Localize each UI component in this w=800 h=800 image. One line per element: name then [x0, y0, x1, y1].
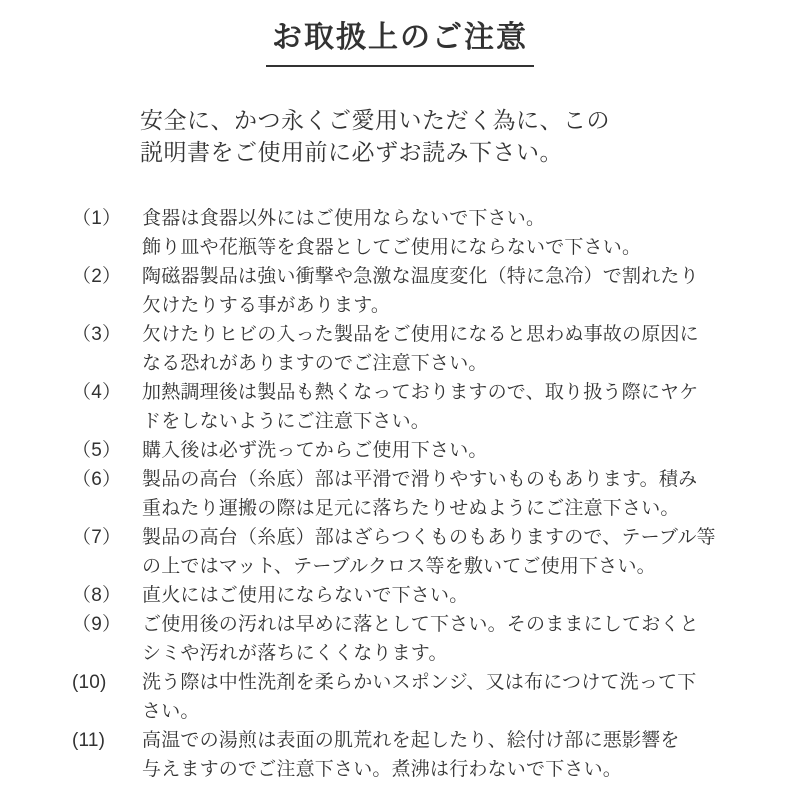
precaution-item: [0, 320, 800, 378]
precaution-item: [0, 262, 800, 320]
item-text-line: 飾り皿や花瓶等を食器としてご使用にならないで下さい。: [142, 237, 642, 258]
precaution-item: [0, 204, 800, 262]
item-text-line: 洗う際は中性洗剤を柔らかいスポンジ、又は布につけて洗って下: [142, 672, 697, 693]
precaution-item: [0, 668, 800, 726]
item-number: （7）: [72, 527, 122, 548]
item-text-line: 購入後は必ず洗ってからご使用下さい。: [142, 440, 488, 461]
item-text: [142, 668, 727, 726]
item-text-line: シミや汚れが落ちにくくなります。: [142, 643, 448, 664]
item-text: [142, 204, 727, 262]
item-text-line: 与えますのでご注意下さい。煮沸は行わないで下さい。: [142, 759, 623, 780]
item-text: [142, 262, 727, 320]
item-number: （5）: [72, 440, 122, 461]
item-text-line: 加熱調理後は製品も熱くなっておりますので、取り扱う際にヤケ: [142, 382, 699, 403]
item-text-line: 欠けたりヒビの入った製品をご使用になると思わぬ事故の原因に: [142, 324, 699, 345]
item-text: [142, 320, 727, 378]
item-text-line: なる恐れがありますのでご注意下さい。: [142, 353, 488, 374]
item-text-line: 製品の高台（糸底）部はざらつくものもありますので、テーブル等: [142, 527, 716, 548]
item-text-line: 重ねたり運搬の際は足元に落ちたりせぬようにご注意下さい。: [142, 498, 680, 519]
item-text: [142, 465, 727, 523]
precaution-item: [0, 523, 800, 581]
page-title: お取扱上のご注意: [266, 20, 534, 67]
item-number: （8）: [72, 585, 122, 606]
intro-text: [140, 104, 740, 168]
precaution-item: [0, 378, 800, 436]
intro-line-2: 説明書をご使用前に必ずお読み下さい。: [140, 139, 563, 165]
precaution-item: [0, 581, 800, 610]
item-text: [142, 378, 727, 436]
precaution-item: [0, 610, 800, 668]
item-number: (11): [72, 730, 106, 751]
item-text: [142, 581, 727, 610]
item-text-line: 陶磁器製品は強い衝撃や急激な温度変化（特に急冷）で割れたり: [142, 266, 699, 287]
item-number: （9）: [72, 614, 122, 635]
item-number: （6）: [72, 469, 122, 490]
item-text: [142, 726, 727, 784]
item-number: （3）: [72, 324, 122, 345]
item-number: (10): [72, 672, 107, 693]
item-text-line: 高温での湯煎は表面の肌荒れを起したり、絵付け部に悪影響を: [142, 730, 680, 751]
item-number: （2）: [72, 266, 122, 287]
precaution-list: [0, 204, 800, 784]
item-text: [142, 523, 727, 581]
precaution-item: [0, 436, 800, 465]
item-number: （4）: [72, 382, 122, 403]
item-text: [142, 436, 727, 465]
item-text-line: 製品の高台（糸底）部は平滑で滑りやすいものもあります。積み: [142, 469, 698, 490]
precaution-item: [0, 465, 800, 523]
intro-line-1: 安全に、かつ永くご愛用いただく為に、この: [140, 107, 610, 133]
item-text-line: さい。: [142, 701, 200, 722]
item-text-line: ご使用後の汚れは早めに落として下さい。そのままにしておくと: [142, 614, 699, 635]
item-text-line: 欠けたりする事があります。: [142, 295, 391, 316]
item-number: （1）: [72, 208, 122, 229]
item-text-line: ドをしないようにご注意下さい。: [142, 411, 431, 432]
item-text-line: の上ではマット、テーブルクロス等を敷いてご使用下さい。: [142, 556, 656, 577]
item-text-line: 食器は食器以外にはご使用ならないで下さい。: [142, 208, 546, 229]
precaution-item: [0, 726, 800, 784]
item-text-line: 直火にはご使用にならないで下さい。: [142, 585, 469, 606]
item-text: [142, 610, 727, 668]
